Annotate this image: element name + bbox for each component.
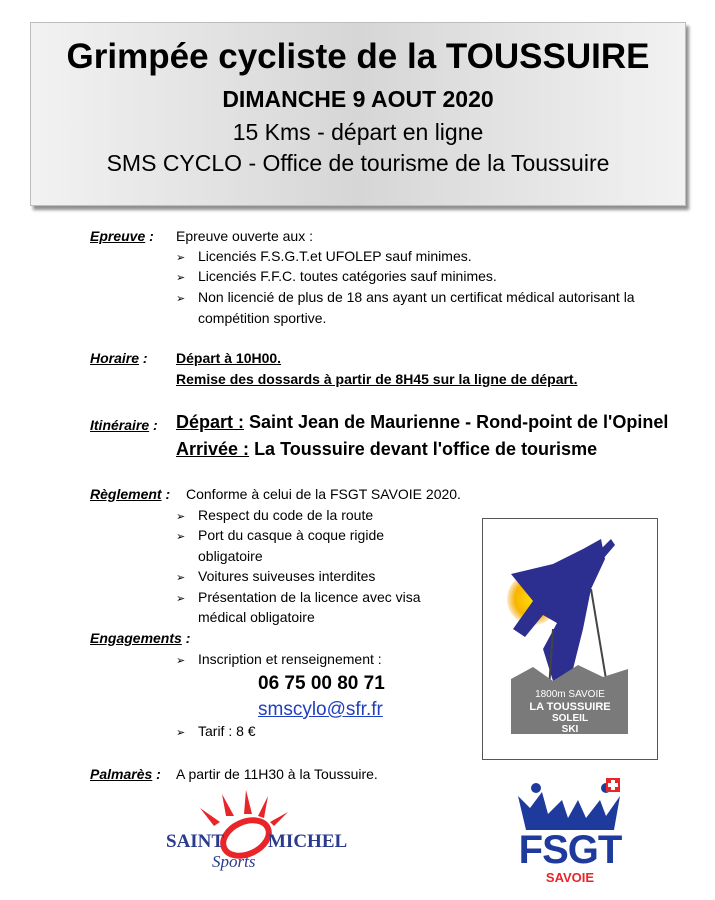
epreuve-label: Epreuve : [90, 228, 154, 244]
epreuve-item: ➢ Non licencié de plus de 18 ans ayant un certificat médical autorisant la [176, 289, 635, 305]
arrow-bullet-icon: ➢ [176, 293, 186, 305]
saint-text: SAINT [166, 831, 225, 852]
itineraire-label: Itinéraire : [90, 417, 158, 433]
arrow-bullet-icon: ➢ [176, 272, 186, 284]
fsgt-logo [508, 778, 632, 888]
michel-text: MICHEL [268, 831, 348, 852]
horaire-dossards: Remise des dossards à partir de 8H45 sur la ligne de départ. [176, 371, 578, 387]
toussuire-altitude: 1800m SAVOIE [535, 689, 605, 700]
toussuire-logo [482, 518, 658, 760]
contact-phone: 06 75 00 80 71 [258, 673, 385, 694]
reglement-item: ➢ Respect du code de la route [176, 507, 374, 523]
epreuve-item-cont: compétition sportive. [198, 310, 327, 326]
reglement-item: ➢ Voitures suiveuses interdites [176, 568, 376, 584]
arrow-bullet-icon: ➢ [176, 531, 186, 543]
horaire-label: Horaire : [90, 350, 148, 366]
header-banner [30, 22, 686, 206]
event-distance: 15 Kms - départ en ligne [232, 119, 484, 145]
epreuve-item: ➢ Licenciés F.S.G.T.et UFOLEP sauf minimes. [176, 248, 472, 264]
arrow-bullet-icon: ➢ [176, 511, 186, 523]
engagements-item: ➢ Inscription et renseignement : [176, 651, 382, 667]
itineraire-arrivee: Arrivée : La Toussuire devant l'office de tourisme [176, 439, 598, 459]
sports-text: Sports [212, 852, 256, 871]
toussuire-ski: SKI [561, 724, 579, 735]
reglement-intro: Conforme à celui de la FSGT SAVOIE 2020. [186, 486, 461, 502]
event-title: Grimpée cycliste de la TOUSSUIRE [66, 37, 650, 76]
toussuire-soleil: SOLEIL [551, 713, 589, 724]
arrow-bullet-icon: ➢ [176, 593, 186, 605]
contact-email-link[interactable]: smscylo@sfr.fr [258, 699, 383, 720]
event-date: DIMANCHE 9 AOUT 2020 [222, 86, 494, 112]
arrow-bullet-icon: ➢ [176, 655, 186, 667]
epreuve-item: ➢ Licenciés F.F.C. toutes catégories sauf minimes. [176, 268, 497, 284]
arrow-bullet-icon: ➢ [176, 252, 186, 264]
horaire-depart: Départ à 10H00. [176, 350, 282, 366]
palmares-label: Palmarès : [90, 766, 161, 782]
reglement-item-cont: médical obligatoire [198, 609, 315, 625]
event-organizer: SMS CYCLO - Office de tourisme de la Toussuire [106, 150, 610, 176]
reglement-item: ➢ Port du casque à coque rigide [176, 527, 385, 543]
epreuve-intro: Epreuve ouverte aux : [176, 228, 313, 244]
reglement-item-cont: obligatoire [198, 548, 263, 564]
fsgt-savoie-text: SAVOIE [545, 870, 595, 885]
fsgt-text: FSGT [518, 828, 622, 872]
engagements-item: ➢ Tarif : 8 € [176, 723, 256, 739]
saint-michel-logo [160, 786, 348, 886]
reglement-label: Règlement : [90, 486, 171, 502]
arrow-bullet-icon: ➢ [176, 727, 186, 739]
reglement-item: ➢ Présentation de la licence avec visa [176, 589, 421, 605]
itineraire-depart: Départ : Saint Jean de Maurienne - Rond-point de l'Opinel [176, 412, 669, 432]
engagements-label: Engagements : [90, 630, 191, 646]
palmares-text: A partir de 11H30 à la Toussuire. [176, 766, 378, 782]
toussuire-name: LA TOUSSUIRE [529, 701, 611, 713]
arrow-bullet-icon: ➢ [176, 572, 186, 584]
